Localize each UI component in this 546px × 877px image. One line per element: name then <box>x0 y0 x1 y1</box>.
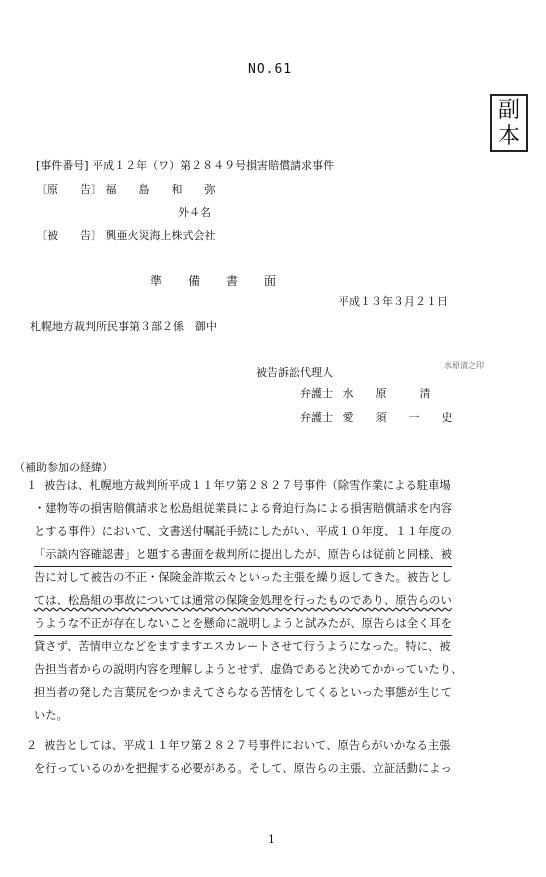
section-heading: （補助参加の経緯） <box>14 461 113 474</box>
paragraph-1-line-10: 担当者の発した言葉尻をつかまえてさらなる苦情をしてくるといった事態が生じて <box>34 686 452 699</box>
paragraph-1-line-4: 「示談内容確認書」と題する書面を裁判所に提出したが、原告らは従前と同様、被 <box>34 543 452 567</box>
court-addressee: 札幌地方裁判所民事第３部２係 御中 <box>30 320 217 333</box>
plaintiff-name: 福 島 和 弥 <box>105 183 216 196</box>
attorney-name-2: 愛 須 一 史 <box>342 411 453 424</box>
attorney-name-1: 水 原 清 <box>342 387 431 400</box>
attorney-row-1 <box>300 385 431 401</box>
document-date: 平成１３年３月２１日 <box>338 295 448 308</box>
document-title: 準備書面 <box>150 274 303 288</box>
paragraph-1-line-5: 告に対して被告の不正・保険金詐欺云々といった主張を繰り返してきた。被告とし <box>34 571 452 584</box>
paragraph-number-2: ２ <box>26 739 38 752</box>
case-number: 平成１２年（ワ）第２８４９号損害賠償請求事件 <box>92 159 335 172</box>
paragraph-1-line-3: とする事件）において、文書送付嘱託手続にしたがい、平成１０年度、１１年度の <box>34 525 452 538</box>
paragraph-1-line-6: ては、松島組の事故については通常の保険金処理を行ったものであり、原告らのい <box>34 594 452 607</box>
paragraph-1-line-8: 貸さず、苦情申立などをますますエスカレートさせて行うようになった。特に、被 <box>34 640 451 653</box>
case-number-label: [事件番号] <box>36 159 89 172</box>
plaintiff-others: 外４名 <box>178 206 211 219</box>
attorney-row-2 <box>300 409 453 425</box>
paragraph-number-1: １ <box>26 479 38 492</box>
paragraph-1-line-2: ・建物等の損害賠償請求と松島組従業員による脅迫行為による損害賠償請求を内容 <box>34 502 452 515</box>
case-number-row <box>36 157 334 173</box>
plaintiff-row <box>36 181 216 197</box>
attorney-title-2: 弁護士 <box>300 411 333 424</box>
paragraph-2-line-1: 被告としては、平成１１年ワ第２８２７号事件において、原告らがいかなる主張 <box>44 739 451 752</box>
copy-stamp <box>490 94 528 152</box>
defendant-label: 〔被 告〕 <box>36 229 102 242</box>
plaintiff-label: 〔原 告〕 <box>36 183 102 196</box>
page-number: 1 <box>268 833 275 846</box>
stamp-char-1: 副 <box>497 98 520 123</box>
paragraph-1-line-9: 告担当者からの説明内容を理解しようとせず、虚偽であると決めてかかっていたり、 <box>34 663 463 676</box>
attorney-title-1: 弁護士 <box>300 387 333 400</box>
document-number: NO.61 <box>248 62 293 77</box>
defendant-name: 興亜火災海上株式会社 <box>105 229 216 242</box>
paragraph-1-line-7: うような不正が存在しないことを懸命に説明しようと試みたが、原告らは全く耳を <box>34 612 452 636</box>
attorney-seal: 水原清之印 <box>444 361 484 370</box>
defendant-row <box>36 227 216 243</box>
stamp-char-2: 本 <box>497 124 520 149</box>
paragraph-1-line-11: いた。 <box>34 709 68 722</box>
paragraph-2-line-2: を行っているのかを把握する必要がある。そして、原告らの主張、立証活動によっ <box>34 762 452 775</box>
paragraph-1-line-1: 被告は、札幌地方裁判所平成１１年ワ第２８２７号事件（除雪作業による駐車場 <box>44 479 451 492</box>
attorney-heading: 被告訴訟代理人 <box>256 366 333 379</box>
